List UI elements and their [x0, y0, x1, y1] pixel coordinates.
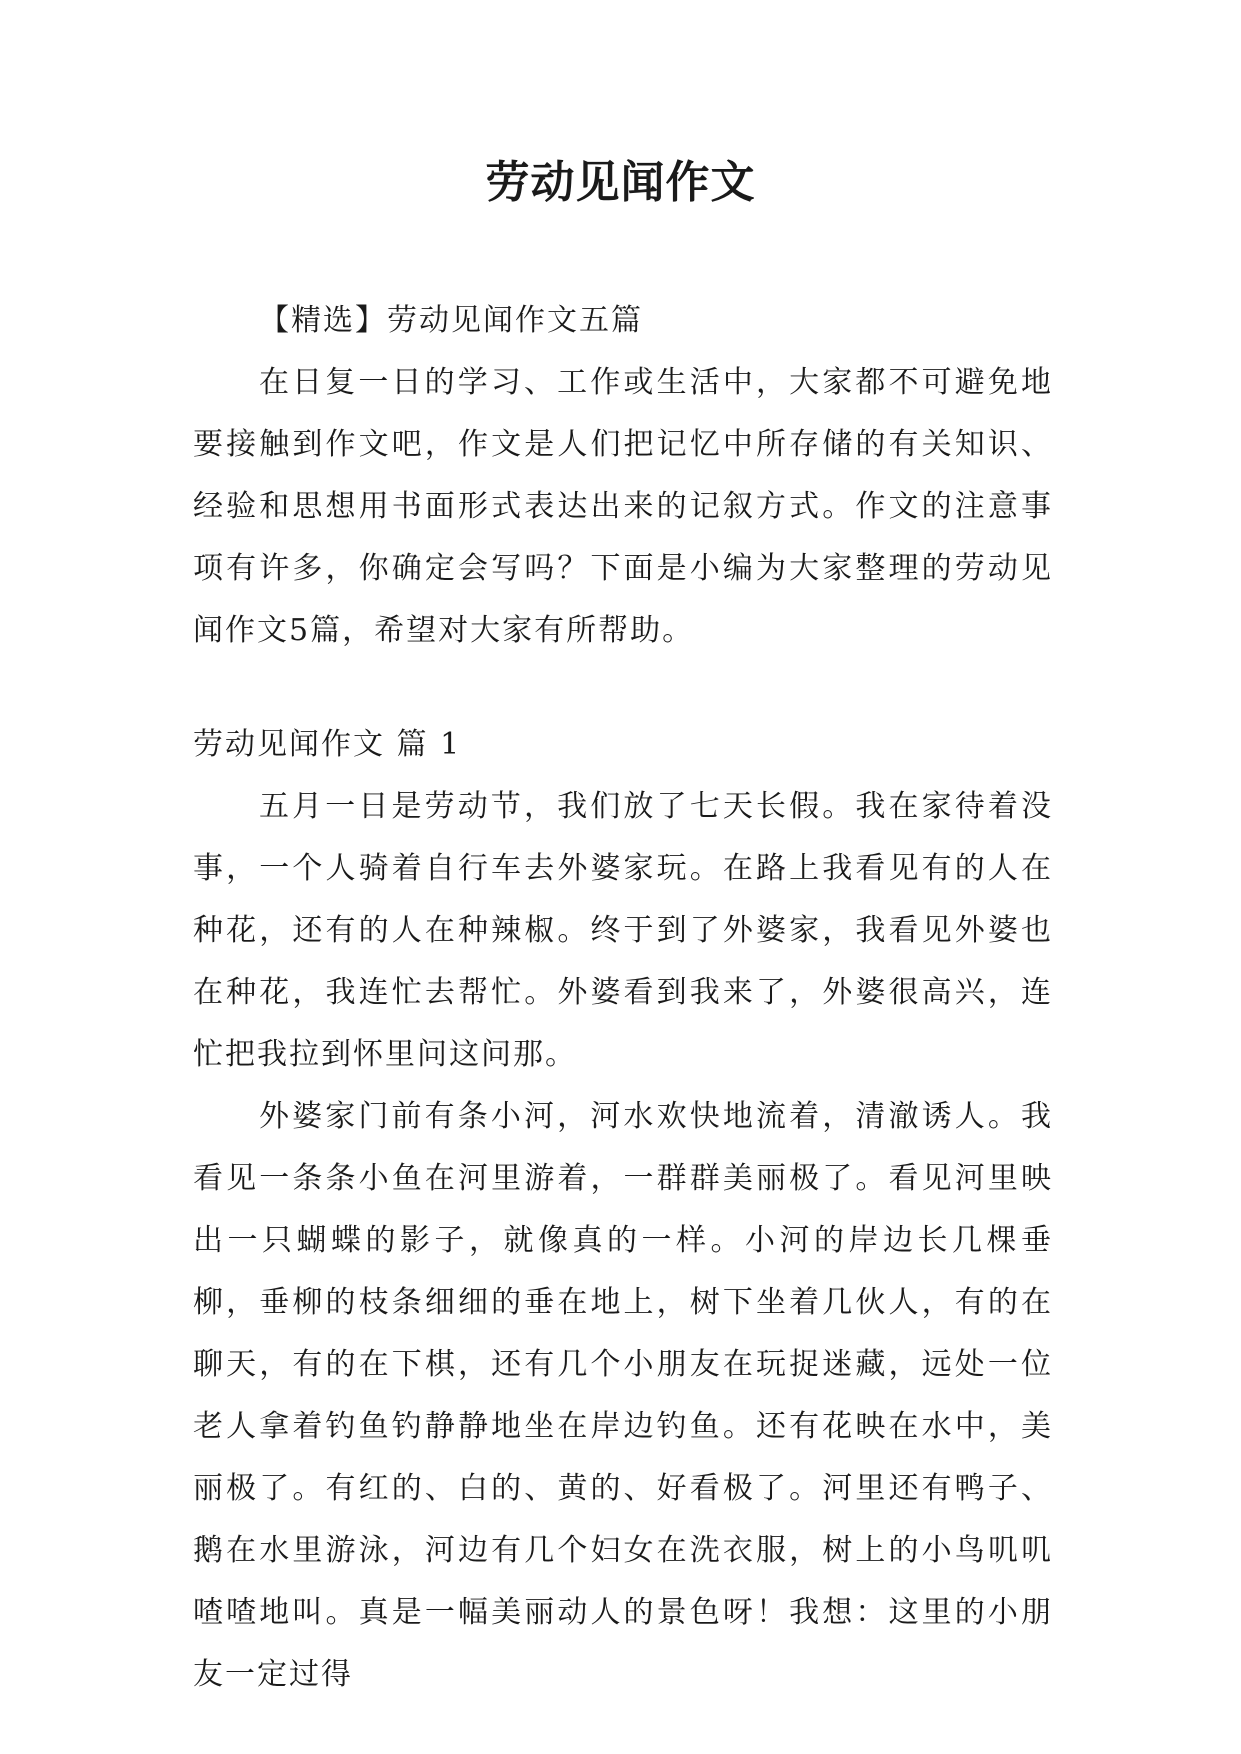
- document-subtitle: 【精选】劳动见闻作文五篇: [259, 303, 643, 338]
- section-heading: 劳动见闻作文 篇 1: [193, 727, 462, 762]
- document-body: [193, 290, 1053, 1706]
- body-paragraph-2: 外婆家门前有条小河，河水欢快地流着，清澈诱人。我看见一条条小鱼在河里游着，一群群美丽极了。看见河里映出一只蝴蝶的影子，就像真的一样。小河的岸边长几棵垂柳，垂柳的枝条细细的垂在地上，树下坐着几伙人，有的在聊天，有的在下棋，还有几个小朋友在玩捉迷藏，远处一位老人拿着钓鱼钓静静地坐在岸边钓鱼。还有花映在水中，美丽极了。有红的、白的、黄的、好看极了。河里还有鸭子、鹅在水里游泳，河边有几个妇女在洗衣服，树上的小鸟叽叽喳喳地叫。真是一幅美丽动人的景色呀！我想：这里的小朋友一定过得: [193, 1099, 1053, 1692]
- section-spacer: [193, 662, 1053, 714]
- body-paragraph-1: 五月一日是劳动节，我们放了七天长假。我在家待着没事，一个人骑着自行车去外婆家玩。在路上我看见有的人在种花，还有的人在种辣椒。终于到了外婆家，我看见外婆也在种花，我连忙去帮忙。外婆看到我来了，外婆很高兴，连忙把我拉到怀里问这问那。: [193, 789, 1053, 1072]
- intro-paragraph: 在日复一日的学习、工作或生活中，大家都不可避免地要接触到作文吧，作文是人们把记忆中所存储的有关知识、经验和思想用书面形式表达出来的记叙方式。作文的注意事项有许多，你确定会写吗？下面是小编为大家整理的劳动见闻作文5篇，希望对大家有所帮助。: [193, 365, 1053, 648]
- document-title: 劳动见闻作文: [485, 157, 756, 208]
